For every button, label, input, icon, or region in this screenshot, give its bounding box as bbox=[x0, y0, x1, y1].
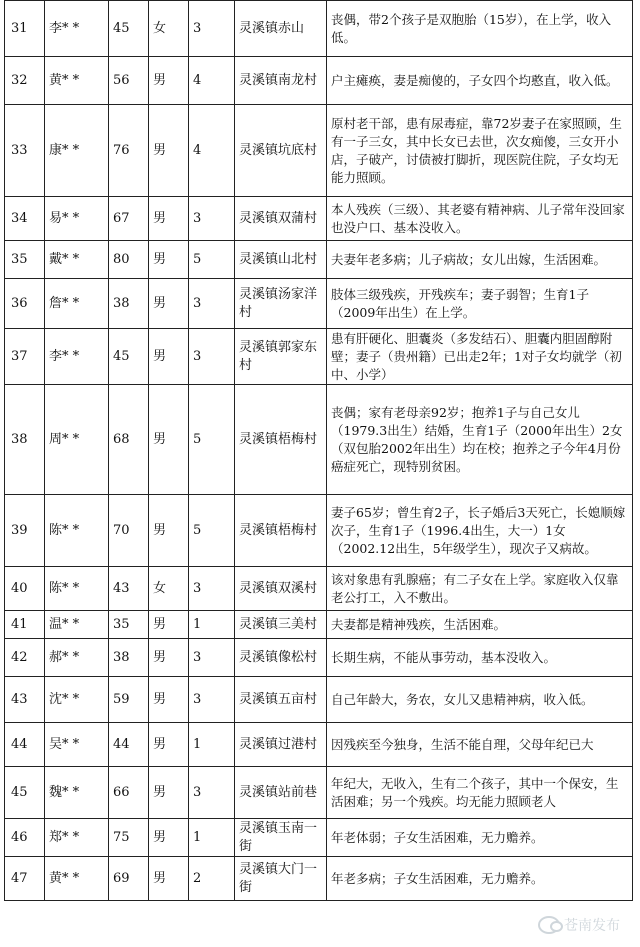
row-age: 45 bbox=[109, 329, 149, 385]
row-number: 38 bbox=[5, 385, 45, 495]
row-household-count: 2 bbox=[189, 857, 235, 901]
row-number: 43 bbox=[5, 677, 45, 723]
row-address: 灵溪镇南龙村 bbox=[235, 57, 327, 105]
row-name: 郝* * bbox=[45, 639, 109, 677]
row-age: 38 bbox=[109, 639, 149, 677]
row-age: 70 bbox=[109, 495, 149, 567]
row-number: 44 bbox=[5, 723, 45, 767]
row-name: 沈* * bbox=[45, 677, 109, 723]
row-household-count: 1 bbox=[189, 723, 235, 767]
poverty-table bbox=[4, 0, 633, 901]
row-sex: 男 bbox=[149, 329, 189, 385]
table-row bbox=[5, 857, 633, 901]
row-name: 詹* * bbox=[45, 279, 109, 329]
row-reason: 妻子65岁；曾生育2子，长子婚后3天死亡，长媳顺嫁次子，生育1子（1996.4出生，大一）1女（2002.12出生，5年级学生），现次子又病故。 bbox=[327, 495, 633, 567]
row-household-count: 4 bbox=[189, 105, 235, 197]
table-row bbox=[5, 723, 633, 767]
row-name: 温* * bbox=[45, 611, 109, 639]
row-address: 灵溪镇梧梅村 bbox=[235, 385, 327, 495]
row-age: 75 bbox=[109, 819, 149, 857]
row-age: 44 bbox=[109, 723, 149, 767]
row-sex: 男 bbox=[149, 105, 189, 197]
row-household-count: 1 bbox=[189, 819, 235, 857]
row-household-count: 3 bbox=[189, 677, 235, 723]
table-row bbox=[5, 105, 633, 197]
row-address: 灵溪镇大门一街 bbox=[235, 857, 327, 901]
row-age: 69 bbox=[109, 857, 149, 901]
row-age: 68 bbox=[109, 385, 149, 495]
row-address: 灵溪镇五亩村 bbox=[235, 677, 327, 723]
row-reason: 夫妻年老多病；儿子病故；女儿出嫁，生活困难。 bbox=[327, 241, 633, 279]
row-household-count: 5 bbox=[189, 385, 235, 495]
row-household-count: 5 bbox=[189, 495, 235, 567]
table-row bbox=[5, 385, 633, 495]
row-sex: 男 bbox=[149, 611, 189, 639]
row-address: 灵溪镇过港村 bbox=[235, 723, 327, 767]
row-reason: 年老体弱；子女生活困难，无力赡养。 bbox=[327, 819, 633, 857]
row-number: 46 bbox=[5, 819, 45, 857]
row-address: 灵溪镇汤家洋村 bbox=[235, 279, 327, 329]
table-row bbox=[5, 495, 633, 567]
row-age: 56 bbox=[109, 57, 149, 105]
row-address: 灵溪镇站前巷 bbox=[235, 767, 327, 819]
row-number: 41 bbox=[5, 611, 45, 639]
row-sex: 男 bbox=[149, 639, 189, 677]
row-sex: 男 bbox=[149, 57, 189, 105]
table-row bbox=[5, 241, 633, 279]
row-reason: 该对象患有乳腺癌；有二子女在上学。家庭收入仅靠老公打工，入不敷出。 bbox=[327, 567, 633, 611]
row-household-count: 4 bbox=[189, 57, 235, 105]
table-body bbox=[5, 1, 633, 901]
row-number: 39 bbox=[5, 495, 45, 567]
row-number: 35 bbox=[5, 241, 45, 279]
row-age: 38 bbox=[109, 279, 149, 329]
row-name: 易* * bbox=[45, 197, 109, 241]
row-household-count: 3 bbox=[189, 567, 235, 611]
row-reason: 丧偶，带2个孩子是双胞胎（15岁），在上学，收入低。 bbox=[327, 1, 633, 57]
row-sex: 男 bbox=[149, 723, 189, 767]
table-row bbox=[5, 611, 633, 639]
row-sex: 男 bbox=[149, 677, 189, 723]
table-row bbox=[5, 639, 633, 677]
row-age: 67 bbox=[109, 197, 149, 241]
row-address: 灵溪镇三美村 bbox=[235, 611, 327, 639]
row-address: 灵溪镇双溪村 bbox=[235, 567, 327, 611]
row-name: 陈* * bbox=[45, 495, 109, 567]
row-reason: 患有肝硬化、胆囊炎（多发结石）、胆囊内胆固醇附壁；妻子（贵州籍）已出走2年；1对子女均就学（初中、小学） bbox=[327, 329, 633, 385]
row-name: 黄* * bbox=[45, 57, 109, 105]
table-row bbox=[5, 1, 633, 57]
row-number: 42 bbox=[5, 639, 45, 677]
row-address: 灵溪镇赤山 bbox=[235, 1, 327, 57]
row-reason: 肢体三级残疾，开残疾车；妻子弱智；生育1子（2009年出生）在上学。 bbox=[327, 279, 633, 329]
table-row bbox=[5, 677, 633, 723]
row-sex: 男 bbox=[149, 495, 189, 567]
watermark-text: 苍南发布 bbox=[564, 918, 620, 934]
row-household-count: 3 bbox=[189, 279, 235, 329]
row-name: 周* * bbox=[45, 385, 109, 495]
watermark bbox=[538, 915, 620, 935]
row-age: 43 bbox=[109, 567, 149, 611]
row-name: 戴* * bbox=[45, 241, 109, 279]
table-row bbox=[5, 767, 633, 819]
row-number: 31 bbox=[5, 1, 45, 57]
row-reason: 丧偶；家有老母亲92岁；抱养1子与自己女儿（1979.3出生）结婚，生育1子（2000年出生）2女（双包胎2002年出生）均在校；抱养之子今年4月份癌症死亡，现特别贫困。 bbox=[327, 385, 633, 495]
row-household-count: 3 bbox=[189, 767, 235, 819]
row-sex: 女 bbox=[149, 567, 189, 611]
table-row bbox=[5, 279, 633, 329]
row-sex: 男 bbox=[149, 857, 189, 901]
row-age: 59 bbox=[109, 677, 149, 723]
table-row bbox=[5, 57, 633, 105]
table-row bbox=[5, 329, 633, 385]
row-address: 灵溪镇像松村 bbox=[235, 639, 327, 677]
row-address: 灵溪镇玉南一街 bbox=[235, 819, 327, 857]
row-address: 灵溪镇坑底村 bbox=[235, 105, 327, 197]
row-sex: 女 bbox=[149, 1, 189, 57]
row-sex: 男 bbox=[149, 385, 189, 495]
wechat-icon bbox=[538, 916, 560, 934]
row-reason: 年老多病；子女生活困难，无力赡养。 bbox=[327, 857, 633, 901]
row-number: 33 bbox=[5, 105, 45, 197]
row-address: 灵溪镇双蒲村 bbox=[235, 197, 327, 241]
row-number: 34 bbox=[5, 197, 45, 241]
row-age: 76 bbox=[109, 105, 149, 197]
row-name: 郑* * bbox=[45, 819, 109, 857]
row-reason: 户主瘫痪，妻是痴傻的，子女四个均憨直，收入低。 bbox=[327, 57, 633, 105]
row-name: 李* * bbox=[45, 1, 109, 57]
row-number: 36 bbox=[5, 279, 45, 329]
row-reason: 长期生病，不能从事劳动，基本没收入。 bbox=[327, 639, 633, 677]
row-household-count: 3 bbox=[189, 639, 235, 677]
row-name: 陈* * bbox=[45, 567, 109, 611]
row-sex: 男 bbox=[149, 241, 189, 279]
row-age: 45 bbox=[109, 1, 149, 57]
row-sex: 男 bbox=[149, 197, 189, 241]
row-reason: 原村老干部，患有尿毒症，靠72岁妻子在家照顾，生有一子三女，其中长女已去世，次女痴傻，三女开小店，子破产，讨债被打脚折，现医院住院，子女均无能力照顾。 bbox=[327, 105, 633, 197]
row-address: 灵溪镇郭家东村 bbox=[235, 329, 327, 385]
row-number: 47 bbox=[5, 857, 45, 901]
row-reason: 因残疾至今独身，生活不能自理，父母年纪已大 bbox=[327, 723, 633, 767]
row-age: 80 bbox=[109, 241, 149, 279]
row-name: 魏* * bbox=[45, 767, 109, 819]
row-number: 32 bbox=[5, 57, 45, 105]
row-age: 66 bbox=[109, 767, 149, 819]
row-name: 康* * bbox=[45, 105, 109, 197]
table-row bbox=[5, 567, 633, 611]
row-household-count: 3 bbox=[189, 197, 235, 241]
row-age: 35 bbox=[109, 611, 149, 639]
row-reason: 自己年龄大，务农，女儿又患精神病，收入低。 bbox=[327, 677, 633, 723]
row-sex: 男 bbox=[149, 819, 189, 857]
row-household-count: 3 bbox=[189, 329, 235, 385]
row-household-count: 3 bbox=[189, 1, 235, 57]
row-address: 灵溪镇梧梅村 bbox=[235, 495, 327, 567]
row-name: 李* * bbox=[45, 329, 109, 385]
row-household-count: 5 bbox=[189, 241, 235, 279]
row-number: 37 bbox=[5, 329, 45, 385]
table-row bbox=[5, 819, 633, 857]
row-address: 灵溪镇山北村 bbox=[235, 241, 327, 279]
row-reason: 年纪大，无收入，生有二个孩子，其中一个保安，生活困难；另一个残疾。均无能力照顾老人 bbox=[327, 767, 633, 819]
table-row bbox=[5, 197, 633, 241]
row-number: 45 bbox=[5, 767, 45, 819]
row-name: 黄* * bbox=[45, 857, 109, 901]
row-reason: 本人残疾（三级）、其老婆有精神病、儿子常年没回家也没户口、基本没收入。 bbox=[327, 197, 633, 241]
row-reason: 夫妻都是精神残疾，生活困难。 bbox=[327, 611, 633, 639]
row-number: 40 bbox=[5, 567, 45, 611]
row-household-count: 1 bbox=[189, 611, 235, 639]
row-sex: 男 bbox=[149, 767, 189, 819]
row-name: 吴* * bbox=[45, 723, 109, 767]
row-sex: 男 bbox=[149, 279, 189, 329]
